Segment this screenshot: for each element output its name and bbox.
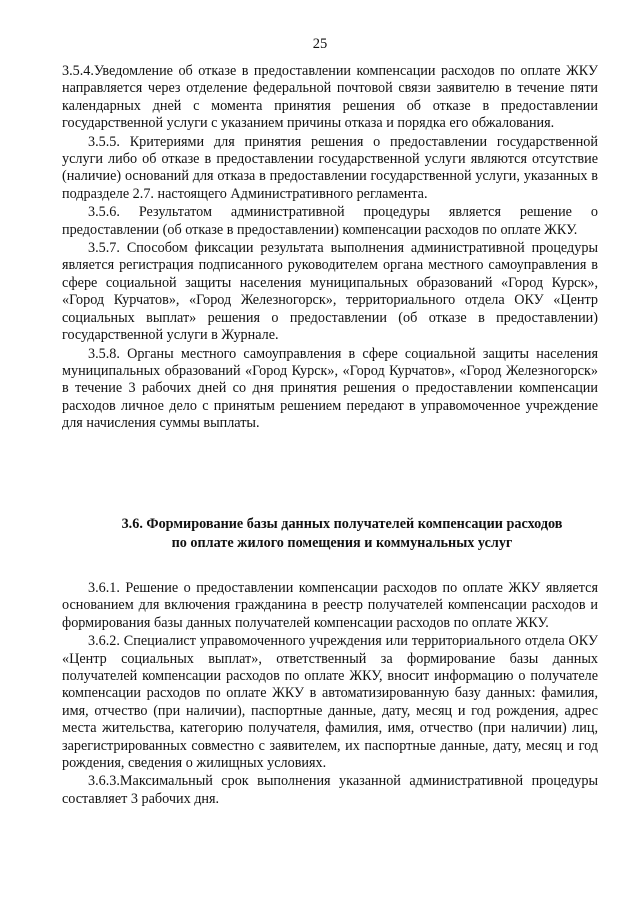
paragraph-3-5-7: 3.5.7. Способом фиксации результата выполнения административной процедуры является регистрация подписанного руководителем органа местного самоуправления в сфере социальной защиты населения муниципальных образований «Город Курск», «Город Курчатов», «Город Железногорск», территориального отдела ОКУ «Центр социальных выплат» решения о предоставлении (об отказе в предоставлении) государственной услуги в Журнале. [62,240,598,344]
paragraph-3-6-3: 3.6.3.Максимальный срок выполнения указанной административной процедуры составляет 3 рабочих дня. [62,773,598,807]
section-3-6-heading [62,515,622,553]
paragraph-3-6-1: 3.6.1. Решение о предоставлении компенсации расходов по оплате ЖКУ является основанием для включения гражданина в реестр получателей компенсации расходов и формирования базы данных получателей компенсации расходов по оплате ЖКУ. [62,580,598,631]
section-3-6-text [62,580,598,809]
page-number: 25 [312,36,328,52]
paragraph-3-5-8: 3.5.8. Органы местного самоуправления в сфере социальной защиты населения муниципальных образований «Город Курск», «Город Курчатов», «Город Железногорск» в течение 3 рабочих дней со дня принятия решения о предоставлении компенсации расходов личное дело с принятым решением передают в управомоченное учреждение для начисления суммы выплаты. [62,345,598,432]
paragraph-3-5-6: 3.5.6. Результатом административной процедуры является решение о предоставлении (об отказе в предоставлении) компенсации расходов по оплате ЖКУ. [62,204,598,238]
heading-line-1: 3.6. Формирование базы данных получателей компенсации расходов [121,516,563,532]
heading-line-2: по оплате жилого помещения и коммунальных услуг [171,535,513,551]
paragraph-3-5-5: 3.5.5. Критериями для принятия решения о предоставлении государственной услуги либо об отказе в предоставлении государственной услуги являются отсутствие (наличие) оснований для отказа в предоставлении государственной услуги, указанных в подразделе 2.7. настоящего Административного регламента. [62,133,598,202]
paragraph-3-5-4: 3.5.4.Уведомление об отказе в предоставлении компенсации расходов по оплате ЖКУ направляется через отделение федеральной почтовой связи заявителю в течение пяти календарных дней с момента принятия решения об отказе в предоставлении государственной услуги с указанием причины отказа и порядка его обжалования. [62,63,598,132]
section-3-5-text [62,63,598,434]
paragraph-3-6-2: 3.6.2. Специалист управомоченного учреждения или территориального отдела ОКУ «Центр социальных выплат», ответственный за формирование базы данных получателей компенсации расходов по оплате ЖКУ, вносит информацию о получателе компенсации расходов по оплате ЖКУ в автоматизированную базу данных: фамилия, имя, отчество (при наличии), паспортные данные, дату, месяц и год рождения, адрес места жительства, категорию получателя, фамилия, имя, отчество (при наличии) лиц, зарегистрированных совместно с заявителем, их паспортные данные, дату, месяц и год рождения, сведения о жилищных условиях. [62,633,598,772]
